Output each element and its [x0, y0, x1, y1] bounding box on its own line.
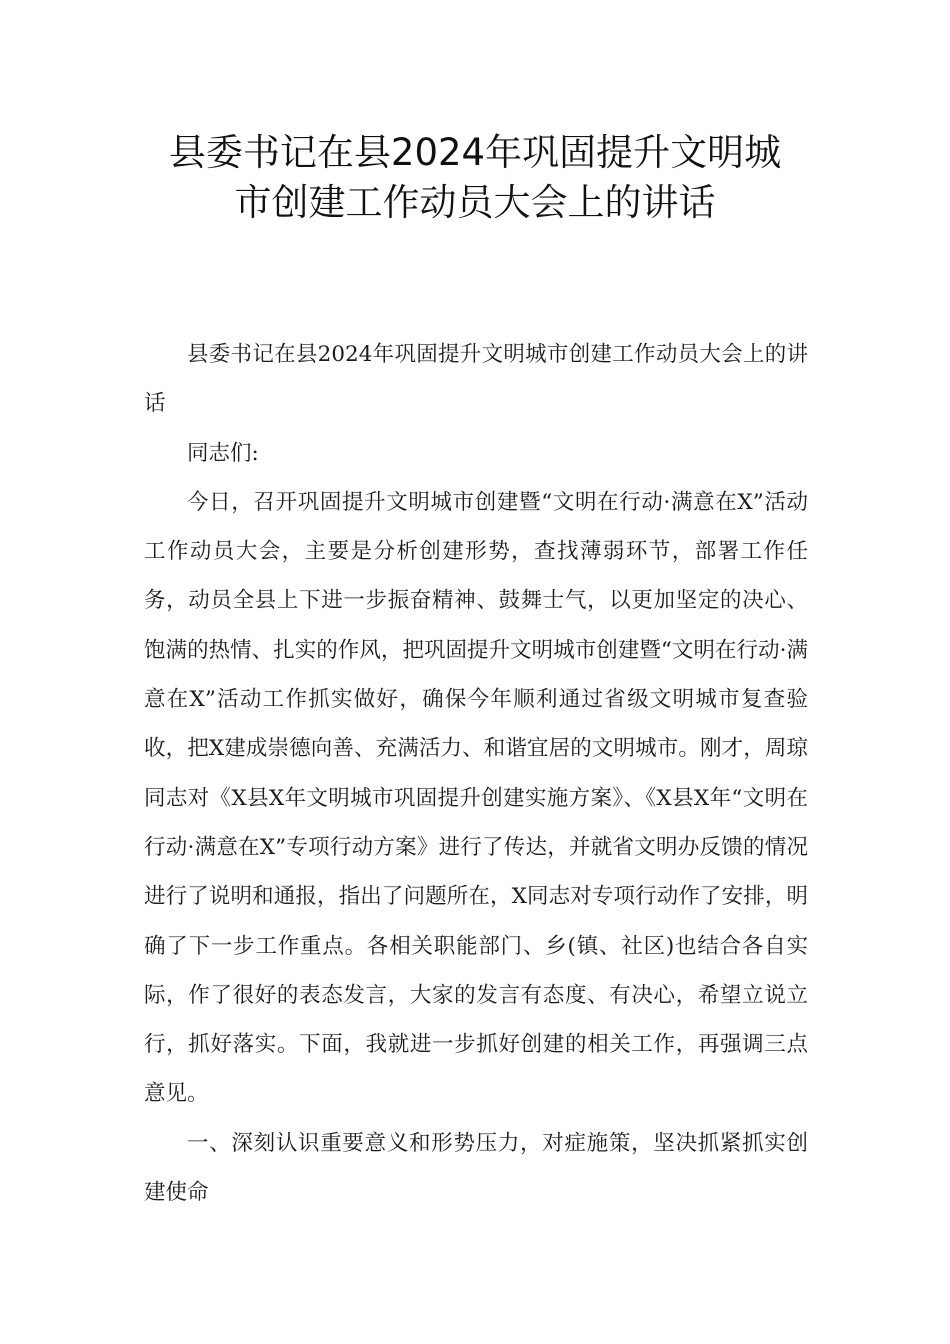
title-line-2: 市创建工作动员大会上的讲话 — [234, 181, 716, 224]
document-body — [144, 330, 808, 1217]
title-line-1: 县委书记在县2024年巩固提升文明城 — [168, 131, 782, 174]
document-title — [100, 128, 850, 228]
paragraph-opening: 今日，召开巩固提升文明城市创建暨“文明在行动·满意在X”活动工作动员大会，主要是分析创建形势，查找薄弱环节，部署工作任务，动员全县上下进一步振奋精神、鼓舞士气，以更加坚定的决心、饱满的热情、扎实的作风，把巩固提升文明城市创建暨“文明在行动·满意在X”活动工作抓实做好，确保今年顺利通过省级文明城市复查验收，把X建成崇德向善、充满活力、和谐宜居的文明城市。刚才，周琼同志对《X县X年文明城市巩固提升创建实施方案》、《X县X年“文明在行动·满意在X”专项行动方案》进行了传达，并就省文明办反馈的情况进行了说明和通报，指出了问题所在，X同志对专项行动作了安排，明确了下一步工作重点。各相关职能部门、乡(镇、社区)也结合各自实际，作了很好的表态发言，大家的发言有态度、有决心，希望立说立行，抓好落实。下面，我就进一步抓好创建的相关工作，再强调三点意见。 — [144, 489, 808, 1107]
paragraph-restated-title: 县委书记在县2024年巩固提升文明城市创建工作动员大会上的讲话 — [144, 342, 808, 417]
paragraph-salutation: 同志们: — [187, 440, 259, 466]
paragraph-section-heading-1: 一、深刻认识重要意义和形势压力，对症施策，坚决抓紧抓实创建使命 — [144, 1130, 808, 1206]
